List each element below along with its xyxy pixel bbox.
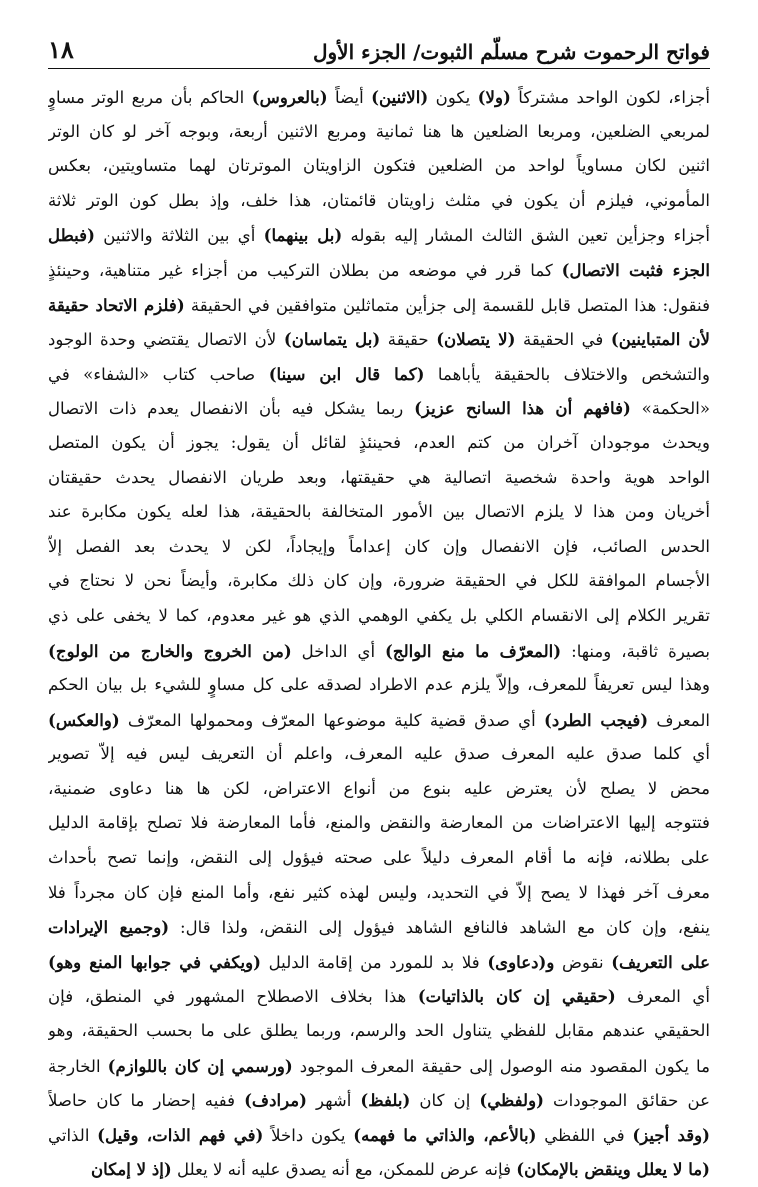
commentary-text: ما يكون المقصود منه الوصول إلى حقيقة المعرف الموجود [292,1056,710,1076]
bold-quoted-text: (فافهم أن هذا السانح عزيز) [414,398,631,419]
text-line [48,253,710,288]
text-line [48,1049,710,1084]
bold-quoted-text: (إذ لا إمكان [90,1159,172,1180]
commentary-text: الأجسام الموافقة للكل في الحقيقة ضرورة، وإن كان ذلك مكابرة، وأيضاً نحن لا نحتاج في [48,571,710,591]
commentary-text: اثنين لكان مساوياً لواحد من الضلعين فتكون الزاويتان الموترتان لهما متساويتين، بعكس [48,156,710,176]
commentary-text: ربما يشكل فيه بأن الانفصال يعدم ذات الاتصال [48,399,415,419]
text-line [48,391,710,426]
text-line [48,1014,710,1049]
text-line [48,703,710,738]
commentary-text: وهذا ليس تعريفاً للمعرف، وإلاّ يلزم عدم الاطراد لصدقه على كل مساوٍ للشيء بل بيان الحكم [48,675,710,695]
text-line [48,564,710,599]
page-header [48,30,710,64]
commentary-text: أشهر [307,1091,361,1111]
text-line [48,668,710,703]
bold-quoted-text: على التعريف) [611,951,710,972]
text-line [48,115,710,150]
bold-quoted-text: (فيجب الطرد) [543,709,649,730]
commentary-text: أجزاء، لكون الواحد مشتركاً [510,88,710,107]
bold-quoted-text: (بلفظ) [360,1090,411,1111]
commentary-text: تقرير الكلام إلى الانقسام الكلي بل يكفي الوهمي الذي هو غير معدوم، كما لا يخفى على ذي [48,605,710,625]
commentary-text: في الحقيقة [515,330,611,350]
commentary-text: كما قرر في موضعه من بطلان التركيب من أجزاء غير متناهية، وحينئذٍ [48,260,562,280]
bold-quoted-text: (بل يتماسان) [283,329,381,350]
text-line [48,530,710,565]
commentary-text: الذاتي [48,1125,98,1145]
commentary-text: على بطلانه، فإنه ما أقام المعرف دليلاً على صحته فيؤول إلى النقض، وإنما تصح بأحداث [48,848,710,868]
text-line [48,979,710,1014]
commentary-text: فإنه عرض للممكن، مع أنه يصدق عليه أنه لا يعلل [171,1160,517,1180]
bold-quoted-text: (ولفظي) [479,1090,544,1111]
commentary-text: أي المعرف [615,987,710,1007]
body-text [48,80,710,1187]
commentary-text: ينفع، وإن كان مع الشاهد فالنافع الشاهد فيؤول إلى النقض، ولذا قال: [169,918,710,938]
text-line [48,1083,710,1118]
commentary-text: أي الداخل [291,641,386,661]
commentary-text: أي كلما صدق عليه المعرف صدق عليه المعرف، واعلم أن التعريف ليس فيه إلاّ تصوير [48,744,710,764]
bold-quoted-text: (والعكس) [48,709,120,730]
commentary-text: عن حقائق الموجودات [543,1091,710,1111]
commentary-text: الحقيقي عندهم مقابل للفظي يتناول الحد والرسم، وربما يطلق على ما بحسب الحقيقة، وهو [48,1021,710,1041]
bold-quoted-text: (بل بينهما) [263,225,343,246]
commentary-text: إن كان [410,1091,480,1111]
commentary-text: أجزاء وجزأين تعين الشق الثالث المشار إليه بقوله [342,226,710,246]
commentary-text: المعرف [648,710,710,730]
bold-quoted-text: و(دعاوى) [487,951,555,972]
bold-quoted-text: (ما لا يعلل وينقض بالإمكان) [516,1159,710,1180]
commentary-text: أيضاً [327,88,372,107]
text-line [48,1118,710,1153]
commentary-text: هذا بخلاف الاصطلاح المشهور في المنطق، فإن [48,987,418,1007]
bold-quoted-text: (ورسمي إن كان باللوازم) [107,1055,293,1076]
bold-quoted-text: (في فهم الذات، وقيل) [97,1124,264,1145]
commentary-text: فلا بد للمورد من إقامة الدليل [261,952,488,972]
commentary-text: يكون داخلاً [263,1125,354,1145]
commentary-text: الواحد هوية واحدة شخصية اتصالية هي حقيقتها، وبعد طريان الانفصال يحدث حقيقتان [48,467,710,487]
bold-quoted-text: (بالأعم، والذاتي ما فهمه) [353,1124,537,1145]
commentary-text: بصيرة ثاقبة، ومنها: [561,641,710,661]
text-line [48,288,710,323]
text-line [48,599,710,634]
text-line [48,495,710,530]
commentary-text: فتتوجه إليها الاعتراضات من المعارضة والنقض والمنع، فأما المعارضة فلا تصلح بإقامة الدليل [48,813,710,833]
commentary-text: لأن الاتصال يقتضي وحدة الوجود [48,330,284,350]
text-line [48,737,710,772]
bold-quoted-text: (وقد أجيز) [632,1124,710,1145]
commentary-text: «الحكمة» [630,399,710,419]
text-line [48,876,710,911]
bold-quoted-text: الجزء فثبت الاتصال) [561,259,710,280]
text-line [48,357,710,392]
bold-quoted-text: (الاثنين) [371,87,429,107]
text-line [48,945,710,980]
bold-quoted-text: لأن المتباينين) [610,329,710,350]
text-line [48,634,710,669]
text-line [48,1152,710,1187]
commentary-text: حقيقة [380,330,437,350]
text-line [48,772,710,807]
bold-quoted-text: (ويكفي في جوابها المنع وهو) [48,951,262,972]
text-line [48,426,710,461]
text-line [48,149,710,184]
commentary-text: أي بين الثلاثة والاثنين [94,226,264,246]
commentary-text: الحاكم بأن مربع الوتر مساوٍ [48,88,252,107]
text-line [48,80,710,115]
commentary-text: الخارجة [48,1056,108,1076]
text-line [48,184,710,219]
commentary-text: ويحدث موجودان آخران من كتم العدم، فحينئذٍ لقائل أن يقول: يجوز أن يكون المتصل [48,432,710,452]
commentary-text: محض لا يصلح لأن يعترض عليه بنوع من أنواع الاعتراض، لكن ها هنا دعاوى ضمنية، [48,778,710,798]
text-line [48,841,710,876]
bold-quoted-text: (وجميع الإيرادات [48,917,170,938]
commentary-text: الحدس الصائب، فإن الانفصال وإن كان إعداماً وإيجاداً، لكن لا يحدث بعد الفصل إلاّ [48,536,710,556]
header-divider [48,68,710,69]
commentary-text: نقوض [554,952,612,972]
text-line [48,461,710,496]
commentary-text: أي صدق قضية كلية موضوعها المعرّف ومحمولها المعرّف [119,710,544,730]
bold-quoted-text: (المعرّف ما منع الوالج) [385,640,562,661]
bold-quoted-text: (فلزم الاتحاد حقيقة [48,294,185,315]
bold-quoted-text: (من الخروج والخارج من الولوج) [48,640,292,661]
commentary-text: المأموني، فيلزم أن يكون في مثلث زاويتان قائمتان، هذا خلف، وإذ بطل كون الوتر ثلاثة [48,190,710,210]
commentary-text: معرف آخر فهذا لا يصح إلاّ في التحديد، وليس لهذه كثير نفع، وأما المنع فإن كان مجرداً فلا [48,882,710,902]
text-line [48,806,710,841]
bold-quoted-text: (كما قال ابن سينا) [268,363,425,384]
commentary-text: يكون [428,88,478,107]
commentary-text: أخريان ومن هذا لا يلزم الاتصال بين الأمور المتخالفة بالحقيقة، هذا لعله يكون مكابرة عند [48,502,710,522]
commentary-text: فنقول: هذا المتصل قابل للقسمة إلى جزأين متماثلين متوافقين في الحقيقة [184,295,710,315]
commentary-text: لمربعي الضلعين، ومربعا الضلعين ها هنا ثمانية ومربع الاثنين أربعة، وبوجه آخر لو كان الوتر [48,121,710,141]
bold-quoted-text: (فبطل [48,225,95,246]
bold-quoted-text: (مرادف) [244,1090,308,1111]
bold-quoted-text: (حقيقي إن كان بالذاتيات) [417,986,616,1007]
text-line [48,218,710,253]
running-title: فواتح الرحموت شرح مسلّم الثبوت/ الجزء الأول [312,40,710,64]
bold-quoted-text: (بالعروس) [251,87,328,107]
page-number: ١٨ [48,35,74,64]
commentary-text: ففيه إحضار ما كان حاصلاً [48,1091,245,1111]
bold-quoted-text: (ولا) [477,87,511,107]
text-line [48,322,710,357]
text-line [48,910,710,945]
commentary-text: والتشخص والاختلاف بالحقيقة يأباهما [424,364,710,384]
commentary-text: صاحب كتاب «الشفاء» في [48,364,269,384]
commentary-text: في اللفظي [536,1125,633,1145]
bold-quoted-text: (لا يتصلان) [436,329,516,350]
